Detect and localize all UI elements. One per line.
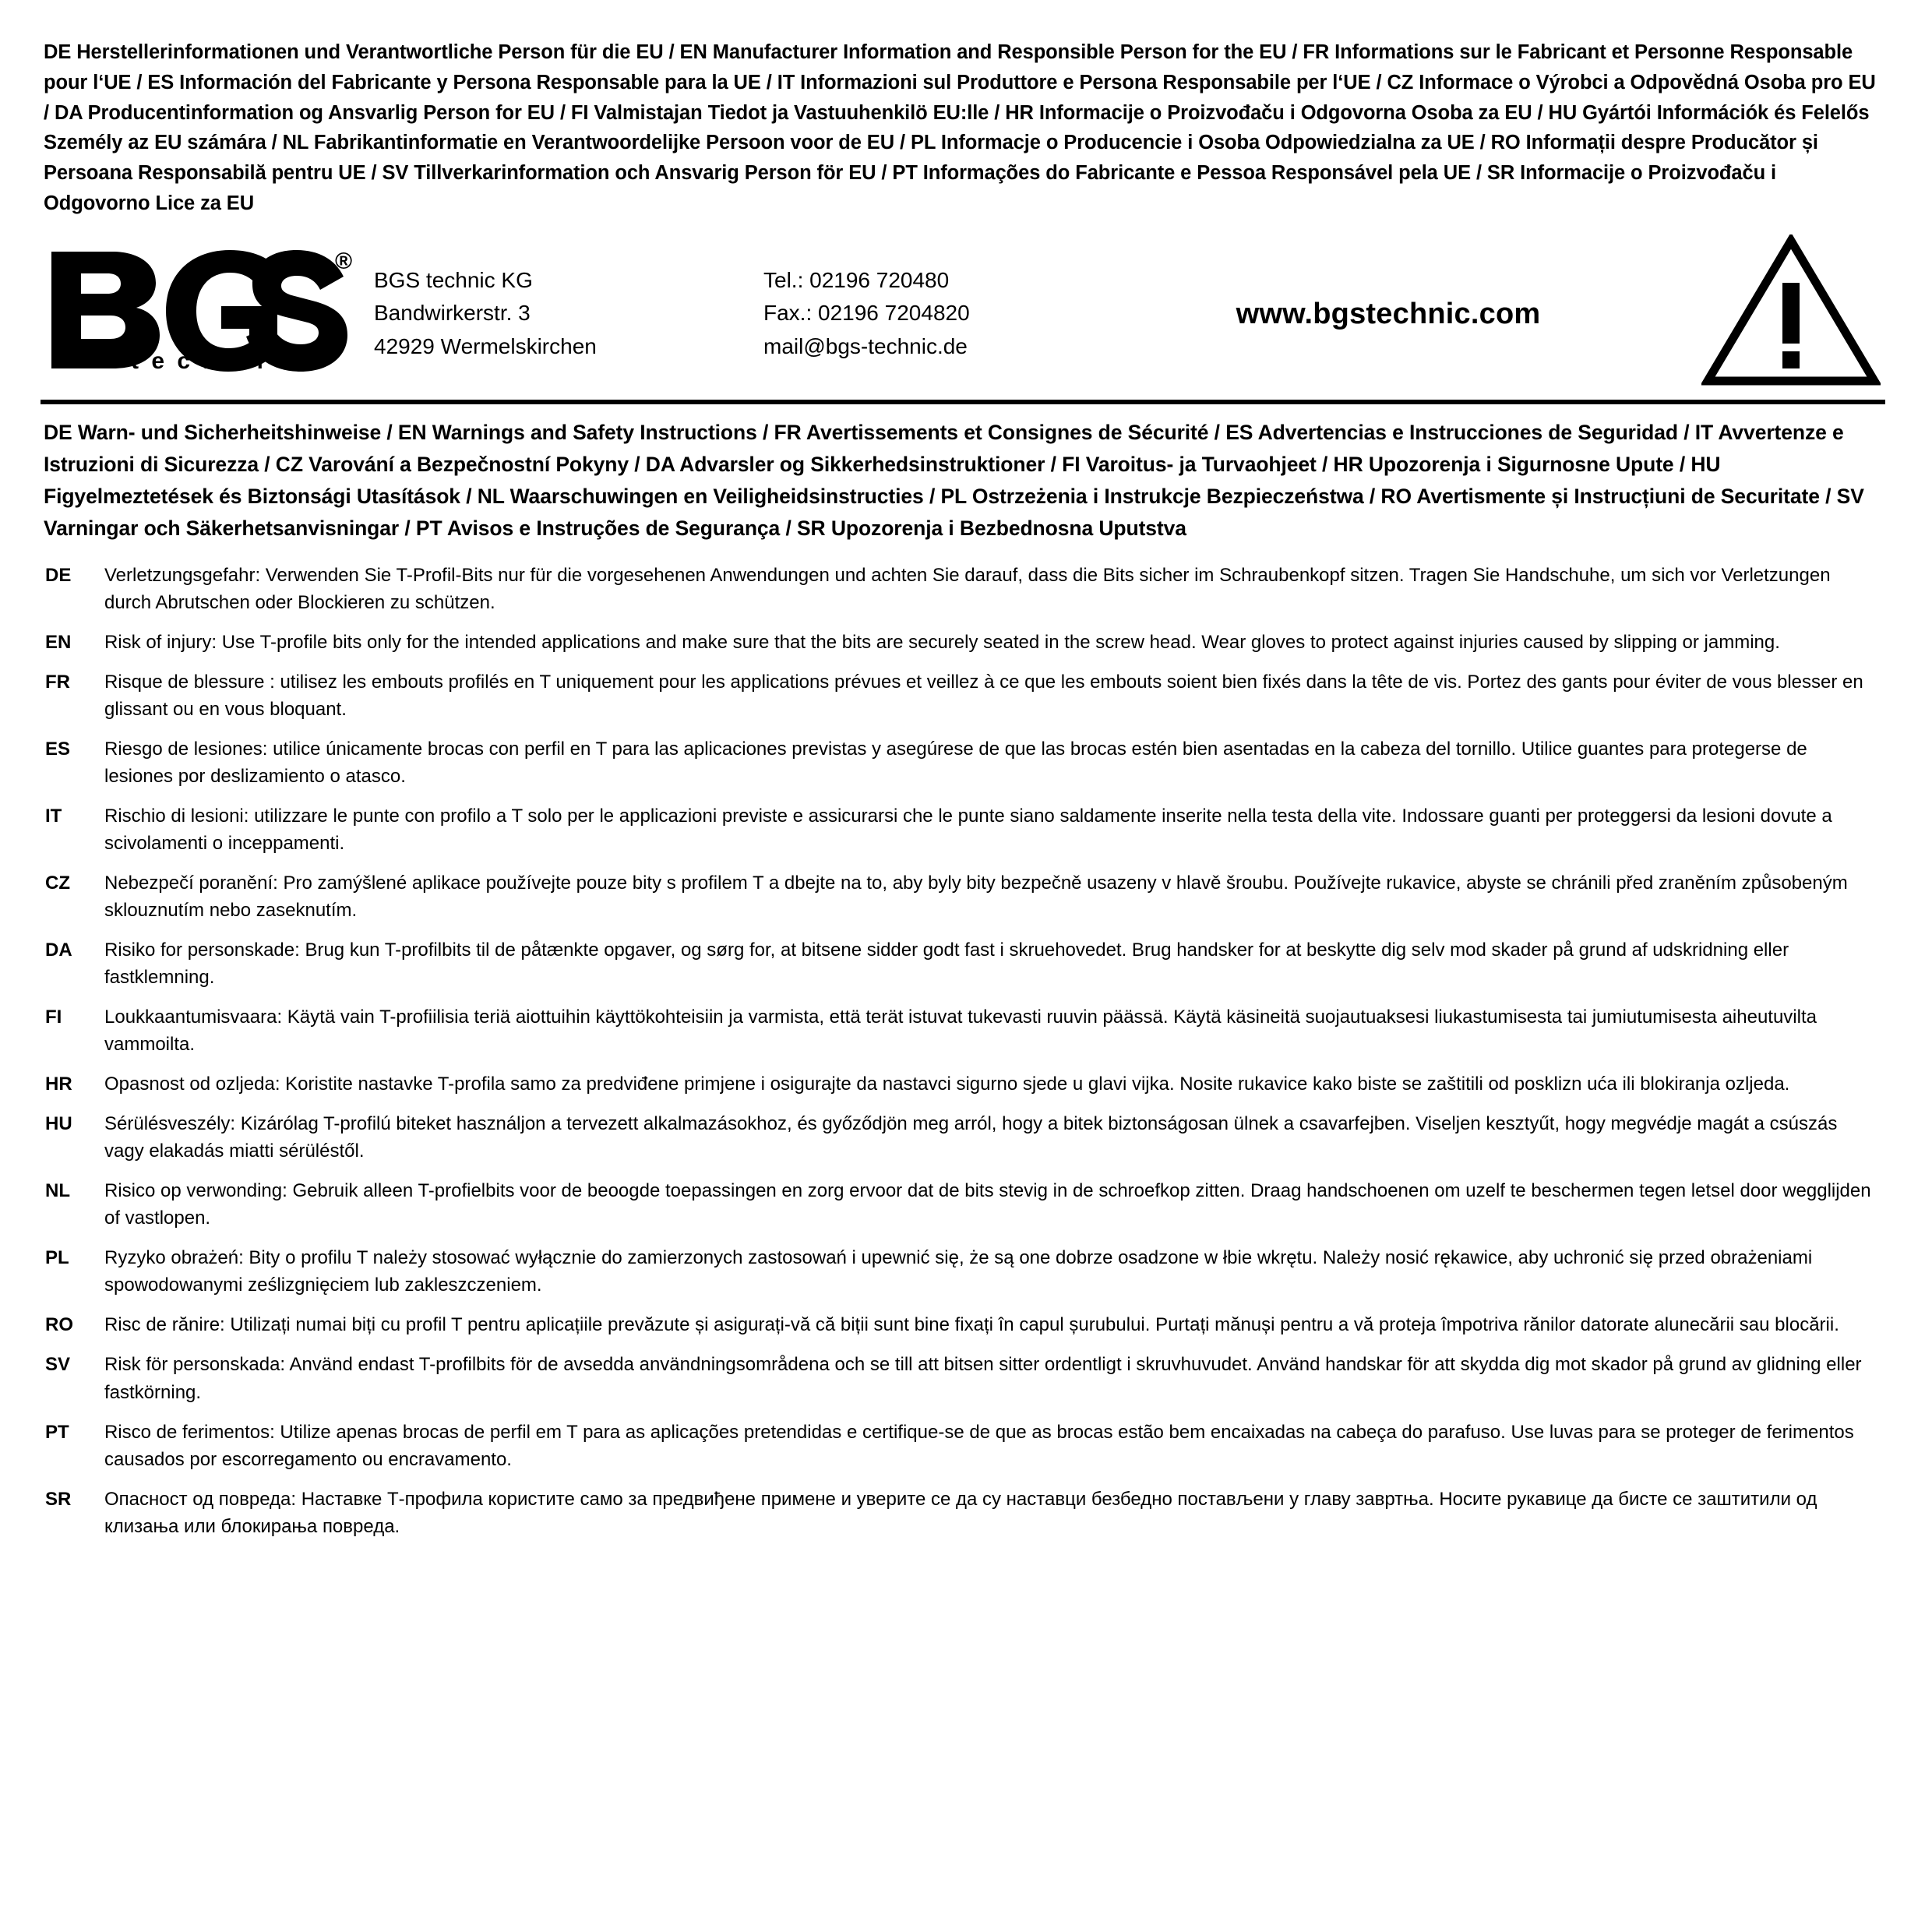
instruction-row	[41, 869, 1885, 924]
instruction-text: Verletzungsgefahr: Verwenden Sie T-Profil-Bits nur für die vorgesehenen Anwendungen und achten Sie darauf, dass die Bits sicher im Schraubenkopf sitzen. Tragen Sie Handschuhe, um sich vor Verletzungen durch Abrutschen oder Blockieren zu schützen.	[104, 564, 1831, 613]
language-code: PT	[45, 1421, 69, 1443]
company-city: 42929 Wermelskirchen	[374, 333, 597, 358]
company-email: mail@bgs-technic.de	[763, 333, 968, 358]
language-code: SV	[45, 1354, 71, 1376]
company-address	[374, 258, 763, 364]
language-code: ES	[45, 738, 71, 760]
company-street: Bandwirkerstr. 3	[374, 301, 531, 326]
instruction-text: Ryzyko obrażeń: Bity o profilu T należy stosować wyłącznie do zamierzonych zastosowań i upewnić się, że są one dobrze osadzone w łbie wkrętu. Należy nosić rękawice, aby uchronić się przed obrażeniami spowodowanymi ześlizgnięciem lub zakleszczeniem.	[104, 1247, 1813, 1296]
instructions-list	[41, 562, 1885, 1540]
language-code: HU	[45, 1113, 72, 1135]
safety-heading: DE Warn- und Sicherheitshinweise / EN Warnings and Safety Instructions / FR Avertissements et Consignes de Sécurité / ES Advertencias e Instrucciones de Seguridad / IT Avvertenze e Istruzioni di Sicurezza / CZ Varování a Bezpečnostní Pokyny / DA Advarsler og Sikkerhedsinstruktioner / FI Varoitus- ja Turvaohjeet / HR Upozorenja i Sigurnosne Upute / HU Figyelmeztetések és Biztonsági Utasítások / NL Waarschuwingen en Veiligheidsinstructies / PL Ostrzeżenia i Instrukcje Bezpieczeństwa / RO Avertismente și Instrucțiuni de Securitate / SV Varningar och Säkerhetsanvisningar / PT Avisos e Instruções de Segurança / SR Upozorenja i Bezbednosna Uputstva	[44, 420, 1864, 540]
instruction-text: Nebezpečí poranění: Pro zamýšlené aplikace používejte pouze bity s profilem T a dbejte na to, aby byly bity bezpečně usazeny v hlavě šroubu. Používejte rukavice, abyste se chránili před zraněním způsobeným sklouznutím nebo zaseknutím.	[104, 873, 1848, 922]
language-code: EN	[45, 631, 72, 653]
company-info-bar	[41, 233, 1885, 404]
language-code: DE	[45, 564, 72, 586]
instruction-row	[41, 1419, 1885, 1473]
instruction-text: Risco de ferimentos: Utilize apenas brocas de perfil em T para as aplicações pretendidas e certifique-se de que as brocas estão bem encaixadas na cabeça do parafuso. Use luvas para se proteger de ferimentos causados por escorregamento ou encravamento.	[104, 1421, 1854, 1470]
instruction-text: Опасност од повреда: Наставке Т-профила користите само за предвиђене примене и уверите се да су наставци безбедно постављени у главу завртња. Носите рукавице да бисте се заштитили од клизања или блокирања повреда.	[104, 1488, 1817, 1537]
language-code: HR	[45, 1074, 72, 1095]
language-code: FR	[45, 671, 70, 693]
instruction-text: Risk för personskada: Använd endast T-profilbits för de avsedda användningsområdena och se till att bitsen sitter ordentligt i skruvhuvudet. Använd handskar för att skydda dig mot skador på grund av glidning eller fastkörning.	[104, 1354, 1862, 1403]
instruction-row	[41, 668, 1885, 723]
instruction-row	[41, 1177, 1885, 1232]
instruction-text: Riesgo de lesiones: utilice únicamente brocas con perfil en T para las aplicaciones previstas y asegúrese de que las brocas estén bien asentadas en la cabeza del tornillo. Utilice guantes para protegerse de lesiones por deslizamiento o atasco.	[104, 738, 1807, 787]
instruction-row	[41, 1244, 1885, 1299]
instruction-row	[41, 562, 1885, 616]
manufacturer-info-heading: DE Herstellerinformationen und Verantwortliche Person für die EU / EN Manufacturer Information and Responsible Person for the EU / FR Informations sur le Fabricant et Personne Responsable pour l‘UE / ES Información del Fabricante y Persona Responsable para la UE / IT Informazioni sul Produttore e Persona Responsabile per l‘UE / CZ Informace o Výrobci a Odpovědná Osoba pro EU / DA Producentinformation og Ansvarlig Person for EU / FI Valmistajan Tiedot ja Vastuuhenkilö EU:lle / HR Informacije o Proizvođaču i Odgovorna Osoba za EU / HU Gyártói Információk és Felelős Személy az EU számára / NL Fabrikantinformatie en Verantwoordelijke Persoon voor de EU / PL Informacje o Producencie i Osoba Odpowiedzialna za UE / RO Informații despre Producător și Persoana Responsabilă pentru UE / SV Tillverkarinformation och Ansvarig Person för EU / PT Informações do Fabricante e Pessoa Responsável pela UE / SR Informacije o Proizvođaču i Odgovorno Lice za EU	[44, 41, 1876, 214]
company-contact	[763, 258, 1130, 364]
instruction-row	[41, 1003, 1885, 1058]
svg-text:®: ®	[335, 248, 353, 274]
language-code: PL	[45, 1247, 69, 1269]
bgs-logo	[47, 245, 358, 376]
instruction-row	[41, 735, 1885, 790]
bgs-logo-block	[41, 245, 374, 376]
language-code: NL	[45, 1180, 70, 1202]
instruction-text: Risiko for personskade: Brug kun T-profilbits til de påtænkte opgaver, og sørg for, at bitsene sidder godt fast i skruehovedet. Brug handsker for at beskytte dig selv mod skader på grund af udskridning eller fastklemning.	[104, 940, 1789, 989]
svg-text:t e c h n i c: t e c h n i c	[131, 347, 293, 374]
language-code: RO	[45, 1314, 73, 1336]
instruction-row	[41, 1110, 1885, 1165]
company-tel: Tel.: 02196 720480	[763, 267, 950, 292]
instruction-text: Risc de rănire: Utilizați numai biți cu profil T pentru aplicațiile prevăzute și asigurați-vă că biții sunt bine fixați în capul șurubului. Purtați mănuși pentru a vă proteja împotriva rănilor datorate alunecării sau blocării.	[104, 1314, 1839, 1336]
instruction-text: Sérülésveszély: Kizárólag T-profilú biteket használjon a tervezett alkalmazásokhoz, és győződjön meg arról, hogy a bitek biztonságosan ülnek a csavarfejben. Viseljen kesztyűt, hogy megvédje magát a csúszás vagy elakadás miatti sérüléstől.	[104, 1113, 1838, 1162]
warning-triangle-block	[1647, 234, 1885, 387]
language-code: CZ	[45, 873, 70, 894]
language-code: SR	[45, 1488, 72, 1510]
instruction-row	[41, 1070, 1885, 1098]
instruction-text: Opasnost od ozljeda: Koristite nastavke T-profila samo za predviđene primjene i osigurajte da nastavci sigurno sjede u glavi vijka. Nosite rukavice kako biste se zaštitili od posklizn uća ili blokiranja ozljeda.	[104, 1074, 1790, 1095]
language-code: FI	[45, 1007, 62, 1028]
instruction-text: Rischio di lesioni: utilizzare le punte con profilo a T solo per le applicazioni previste e assicurarsi che le punte siano saldamente inserite nella testa della vite. Indossare guanti per proteggersi da lesioni dovute a scivolamenti o inceppamenti.	[104, 805, 1832, 854]
instruction-row	[41, 1351, 1885, 1405]
instruction-text: Loukkaantumisvaara: Käytä vain T-profiilisia teriä aiottuihin käyttökohteisiin ja varmista, että terät istuvat tukevasti ruuvin päässä. Käytä käsineitä suojautuaksesi liukastumisesta tai jumiutumisesta aiheutuvilta vammoilta.	[104, 1007, 1817, 1056]
instruction-text: Risque de blessure : utilisez les embouts profilés en T uniquement pour les applications prévues et veillez à ce que les embouts soient bien fixés dans la tête de vis. Portez des gants pour éviter de vous blesser en glissant ou en vous bloquant.	[104, 671, 1863, 720]
instruction-text: Risk of injury: Use T-profile bits only for the intended applications and make sure that the bits are securely seated in the screw head. Wear gloves to protect against injuries caused by slipping or jamming.	[104, 631, 1780, 653]
language-code: DA	[45, 940, 72, 961]
language-code: IT	[45, 805, 62, 827]
company-fax: Fax.: 02196 7204820	[763, 301, 970, 326]
company-name: BGS technic KG	[374, 267, 533, 292]
warning-triangle-icon	[1701, 234, 1881, 387]
instruction-row	[41, 1311, 1885, 1338]
instruction-row	[41, 629, 1885, 656]
instruction-row	[41, 936, 1885, 991]
instruction-row	[41, 802, 1885, 857]
company-website: www.bgstechnic.com	[1236, 298, 1541, 330]
bgs-logo-icon	[47, 245, 358, 376]
instruction-row	[41, 1486, 1885, 1540]
instruction-text: Risico op verwonding: Gebruik alleen T-profielbits voor de beoogde toepassingen en zorg ervoor dat de bits stevig in de schroefkop zitten. Draag handschoenen om uzelf te beschermen tegen letsel door wegglijden of vastlopen.	[104, 1180, 1871, 1229]
